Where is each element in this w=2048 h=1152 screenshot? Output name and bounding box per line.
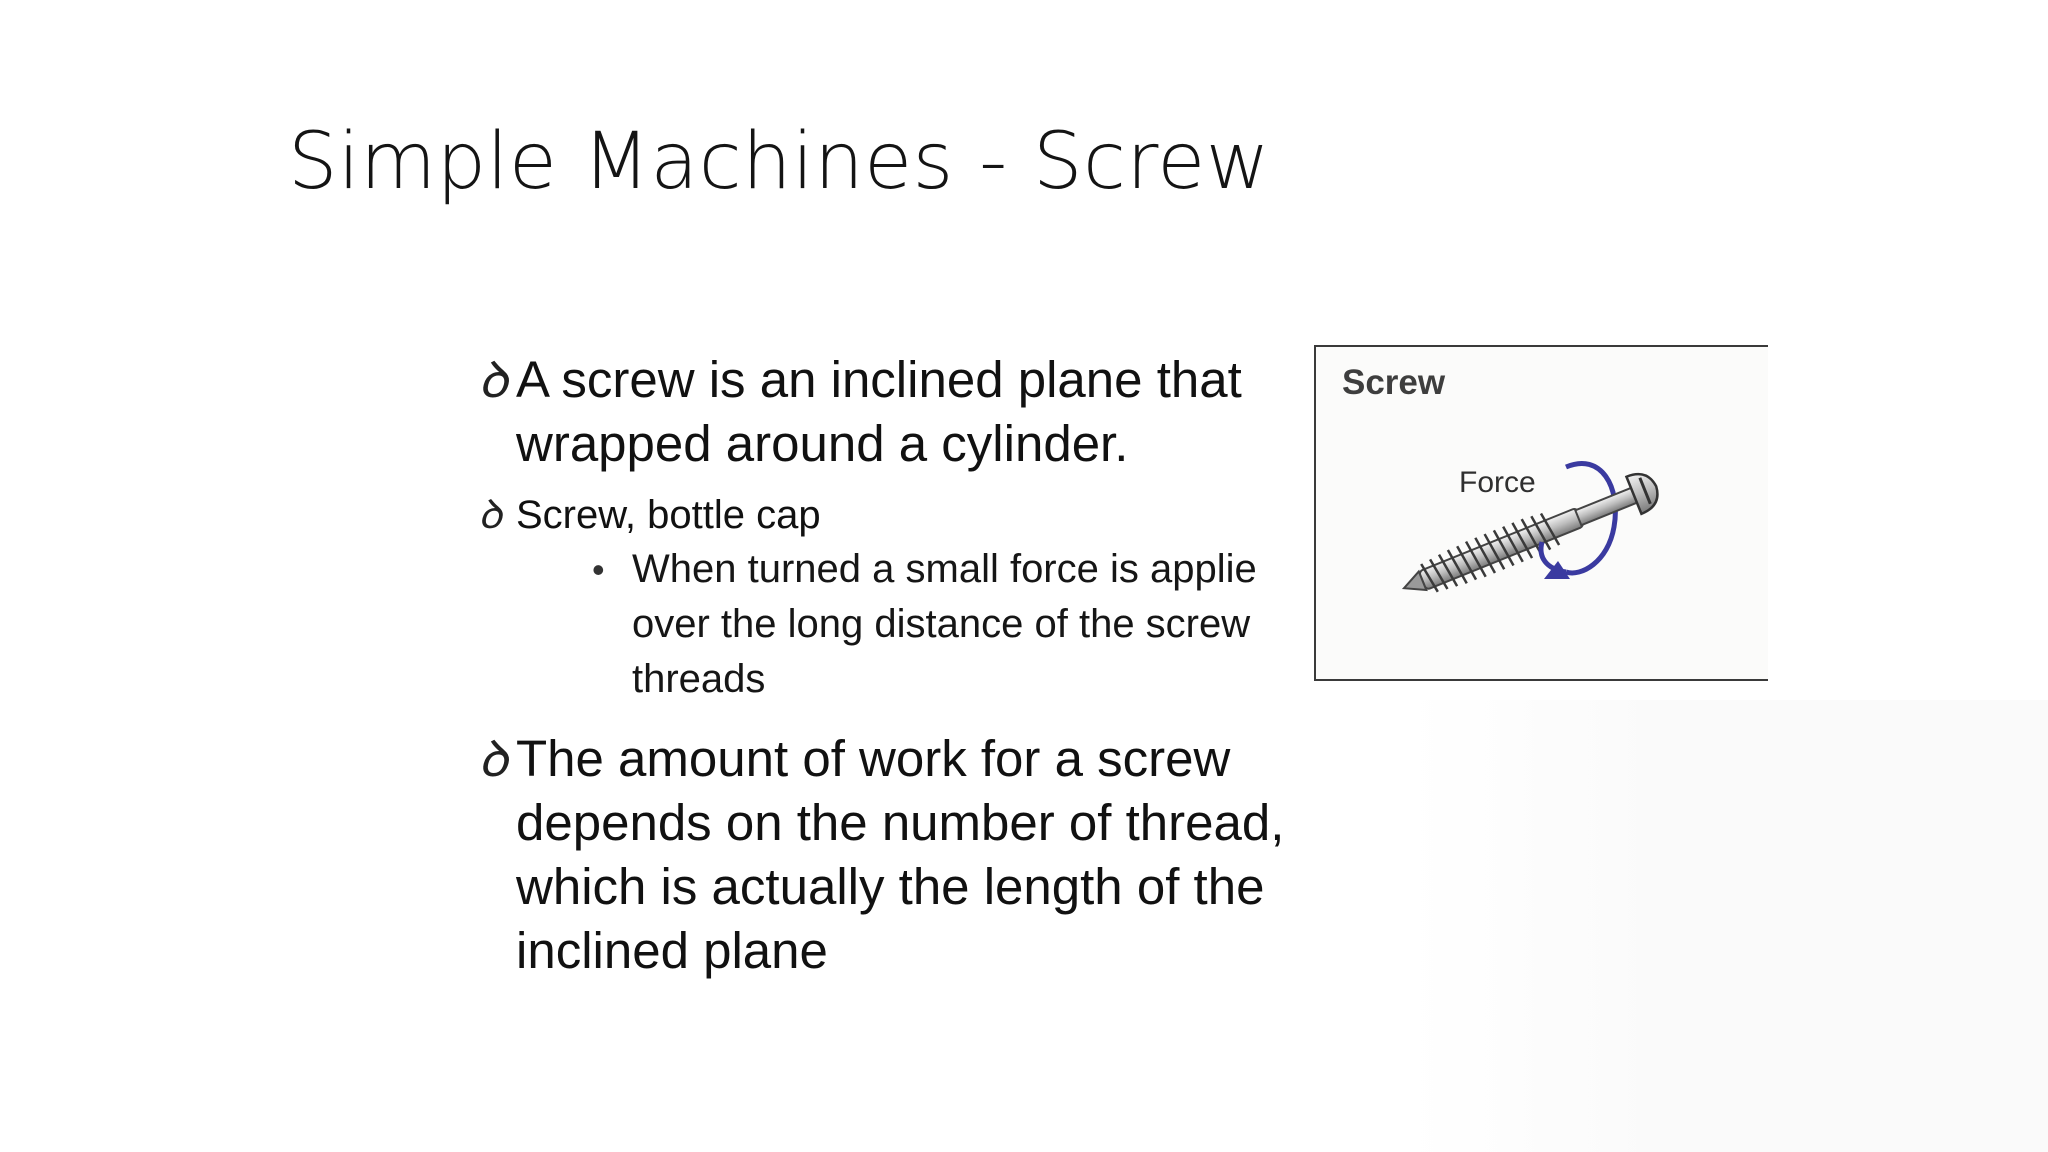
bullet-line: The amount of work for a screw [516, 730, 1231, 787]
bullet-marker-icon: ꝺ [478, 351, 508, 409]
sub-bullet-dot-icon: • [592, 549, 605, 590]
bullet-marker-icon: ꝺ [478, 492, 502, 538]
bullet-line: wrapped around a cylinder. [516, 415, 1129, 472]
screw-icon [1316, 347, 1770, 683]
background-shade [1408, 700, 2048, 1152]
bullet-line: A screw is an inclined plane that [516, 351, 1242, 408]
sub-bullet-line: When turned a small force is applie [632, 547, 1257, 591]
figure-force-label: Force [1459, 466, 1536, 499]
sub-bullet-line: threads [632, 657, 766, 701]
bullet-marker-icon: ꝺ [478, 730, 508, 788]
slide-body [478, 348, 1358, 983]
figure-title: Screw [1342, 363, 1446, 402]
sub-bullet-force [592, 542, 1352, 707]
bullet-definition [478, 348, 1396, 476]
bullet-line: depends on the number of thread, [516, 794, 1285, 851]
slide-title: Simple Machines - Screw [288, 117, 1271, 207]
bullet-line: inclined plane [516, 922, 828, 979]
bullet-line: Screw, bottle cap [516, 493, 821, 537]
screw-figure [1314, 345, 1768, 681]
bullet-line: which is actually the length of the [516, 858, 1265, 915]
bullet-examples [478, 488, 1358, 542]
sub-bullet-line: over the long distance of the screw [632, 602, 1251, 646]
bullet-work [478, 727, 1396, 983]
